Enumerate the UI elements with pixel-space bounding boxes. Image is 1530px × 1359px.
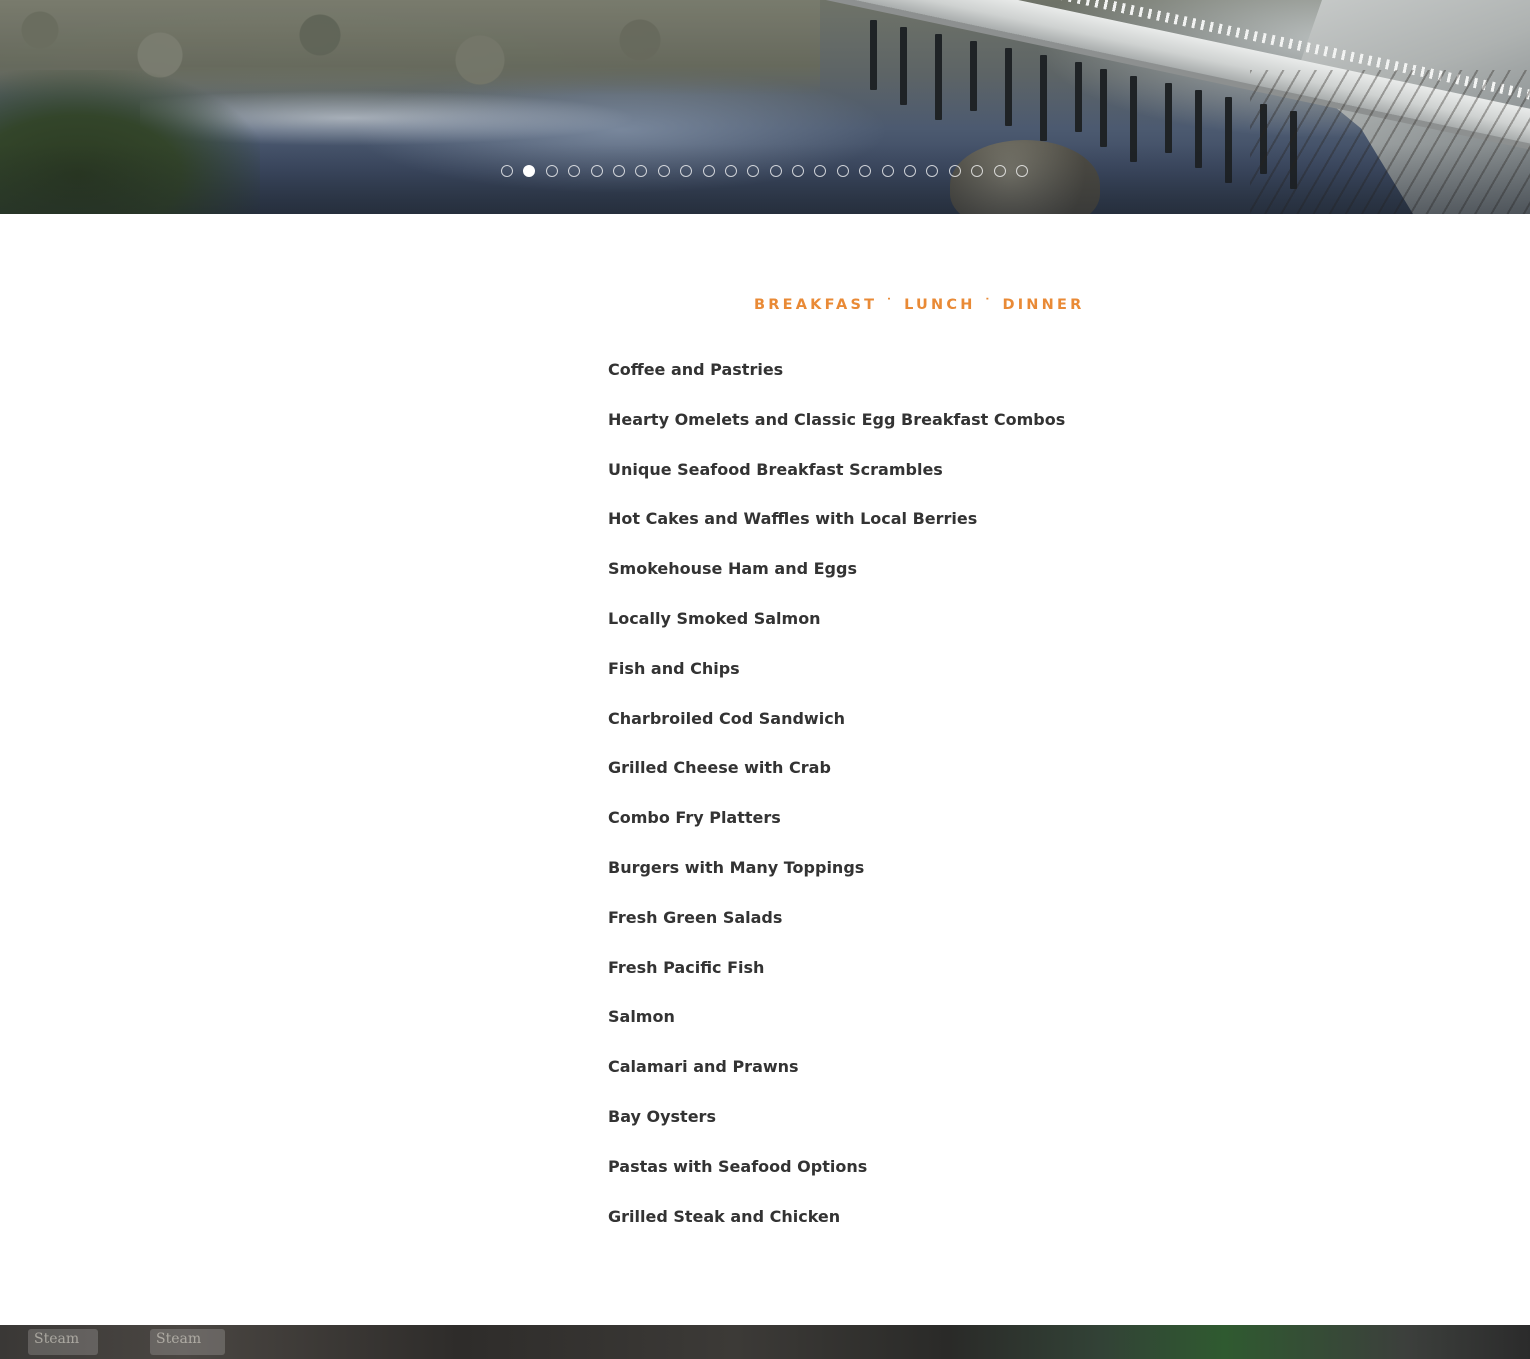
menu-item: Grilled Steak and Chicken — [608, 1206, 841, 1226]
pier-piling — [935, 34, 942, 120]
pier-piling — [1165, 83, 1172, 153]
slider-dot[interactable] — [568, 165, 580, 177]
menu-item: Hot Cakes and Waffles with Local Berries — [608, 509, 978, 529]
slider-dot[interactable] — [882, 165, 894, 177]
menu-item: Combo Fry Platters — [608, 808, 781, 828]
slider-dot[interactable] — [837, 165, 849, 177]
menu-item: Locally Smoked Salmon — [608, 608, 821, 628]
hero-slider — [0, 0, 1530, 214]
slider-dot[interactable] — [725, 165, 737, 177]
pier-piling — [870, 20, 877, 90]
slider-dot[interactable] — [792, 165, 804, 177]
pier-piling — [1100, 69, 1107, 147]
pier-piling — [1040, 55, 1047, 141]
slider-dot[interactable] — [971, 165, 983, 177]
slider-dot[interactable] — [703, 165, 715, 177]
sign-text: Steam — [34, 1331, 80, 1347]
slider-dot[interactable] — [546, 165, 558, 177]
hero-shade — [0, 144, 1530, 214]
menu-item: Fresh Pacific Fish — [608, 957, 765, 977]
pier-piling — [900, 27, 907, 105]
sign-text: Steam — [156, 1331, 202, 1347]
menu-list — [608, 360, 1065, 1256]
slider-dot[interactable] — [747, 165, 759, 177]
slider-dot[interactable] — [613, 165, 625, 177]
menu-item: Unique Seafood Breakfast Scrambles — [608, 459, 943, 479]
menu-item: Charbroiled Cod Sandwich — [608, 708, 846, 728]
slider-dot[interactable] — [814, 165, 826, 177]
slider-dot[interactable] — [859, 165, 871, 177]
menu-item: Burgers with Many Toppings — [608, 857, 865, 877]
slider-dot[interactable] — [680, 165, 692, 177]
slider-dot[interactable] — [635, 165, 647, 177]
slider-pagination — [501, 165, 1028, 177]
menu-item: Hearty Omelets and Classic Egg Breakfast Combos — [608, 409, 1066, 429]
menu-item: Fish and Chips — [608, 658, 740, 678]
menu-item: Grilled Cheese with Crab — [608, 758, 831, 778]
menu-item: Bay Oysters — [608, 1106, 716, 1126]
slider-dot[interactable] — [591, 165, 603, 177]
slider-dot[interactable] — [658, 165, 670, 177]
slider-dot[interactable] — [501, 165, 513, 177]
pier-piling — [1005, 48, 1012, 126]
pier-piling — [1075, 62, 1082, 132]
bottom-photo-strip — [0, 1325, 1530, 1359]
menu-item: Pastas with Seafood Options — [608, 1156, 868, 1176]
slider-dot[interactable] — [1016, 165, 1028, 177]
slider-dot[interactable] — [994, 165, 1006, 177]
menu-item: Fresh Green Salads — [608, 907, 783, 927]
menu-heading: BREAKFAST ˙ LUNCH ˙ DINNER — [754, 297, 1085, 313]
slider-dot[interactable] — [949, 165, 961, 177]
slider-dot[interactable] — [926, 165, 938, 177]
menu-item: Coffee and Pastries — [608, 360, 784, 379]
menu-item: Salmon — [608, 1007, 675, 1027]
slider-dot[interactable] — [523, 165, 535, 177]
menu-item: Smokehouse Ham and Eggs — [608, 559, 857, 579]
pier-piling — [970, 41, 977, 111]
slider-dot[interactable] — [770, 165, 782, 177]
slider-dot[interactable] — [904, 165, 916, 177]
menu-item: Calamari and Prawns — [608, 1057, 799, 1077]
